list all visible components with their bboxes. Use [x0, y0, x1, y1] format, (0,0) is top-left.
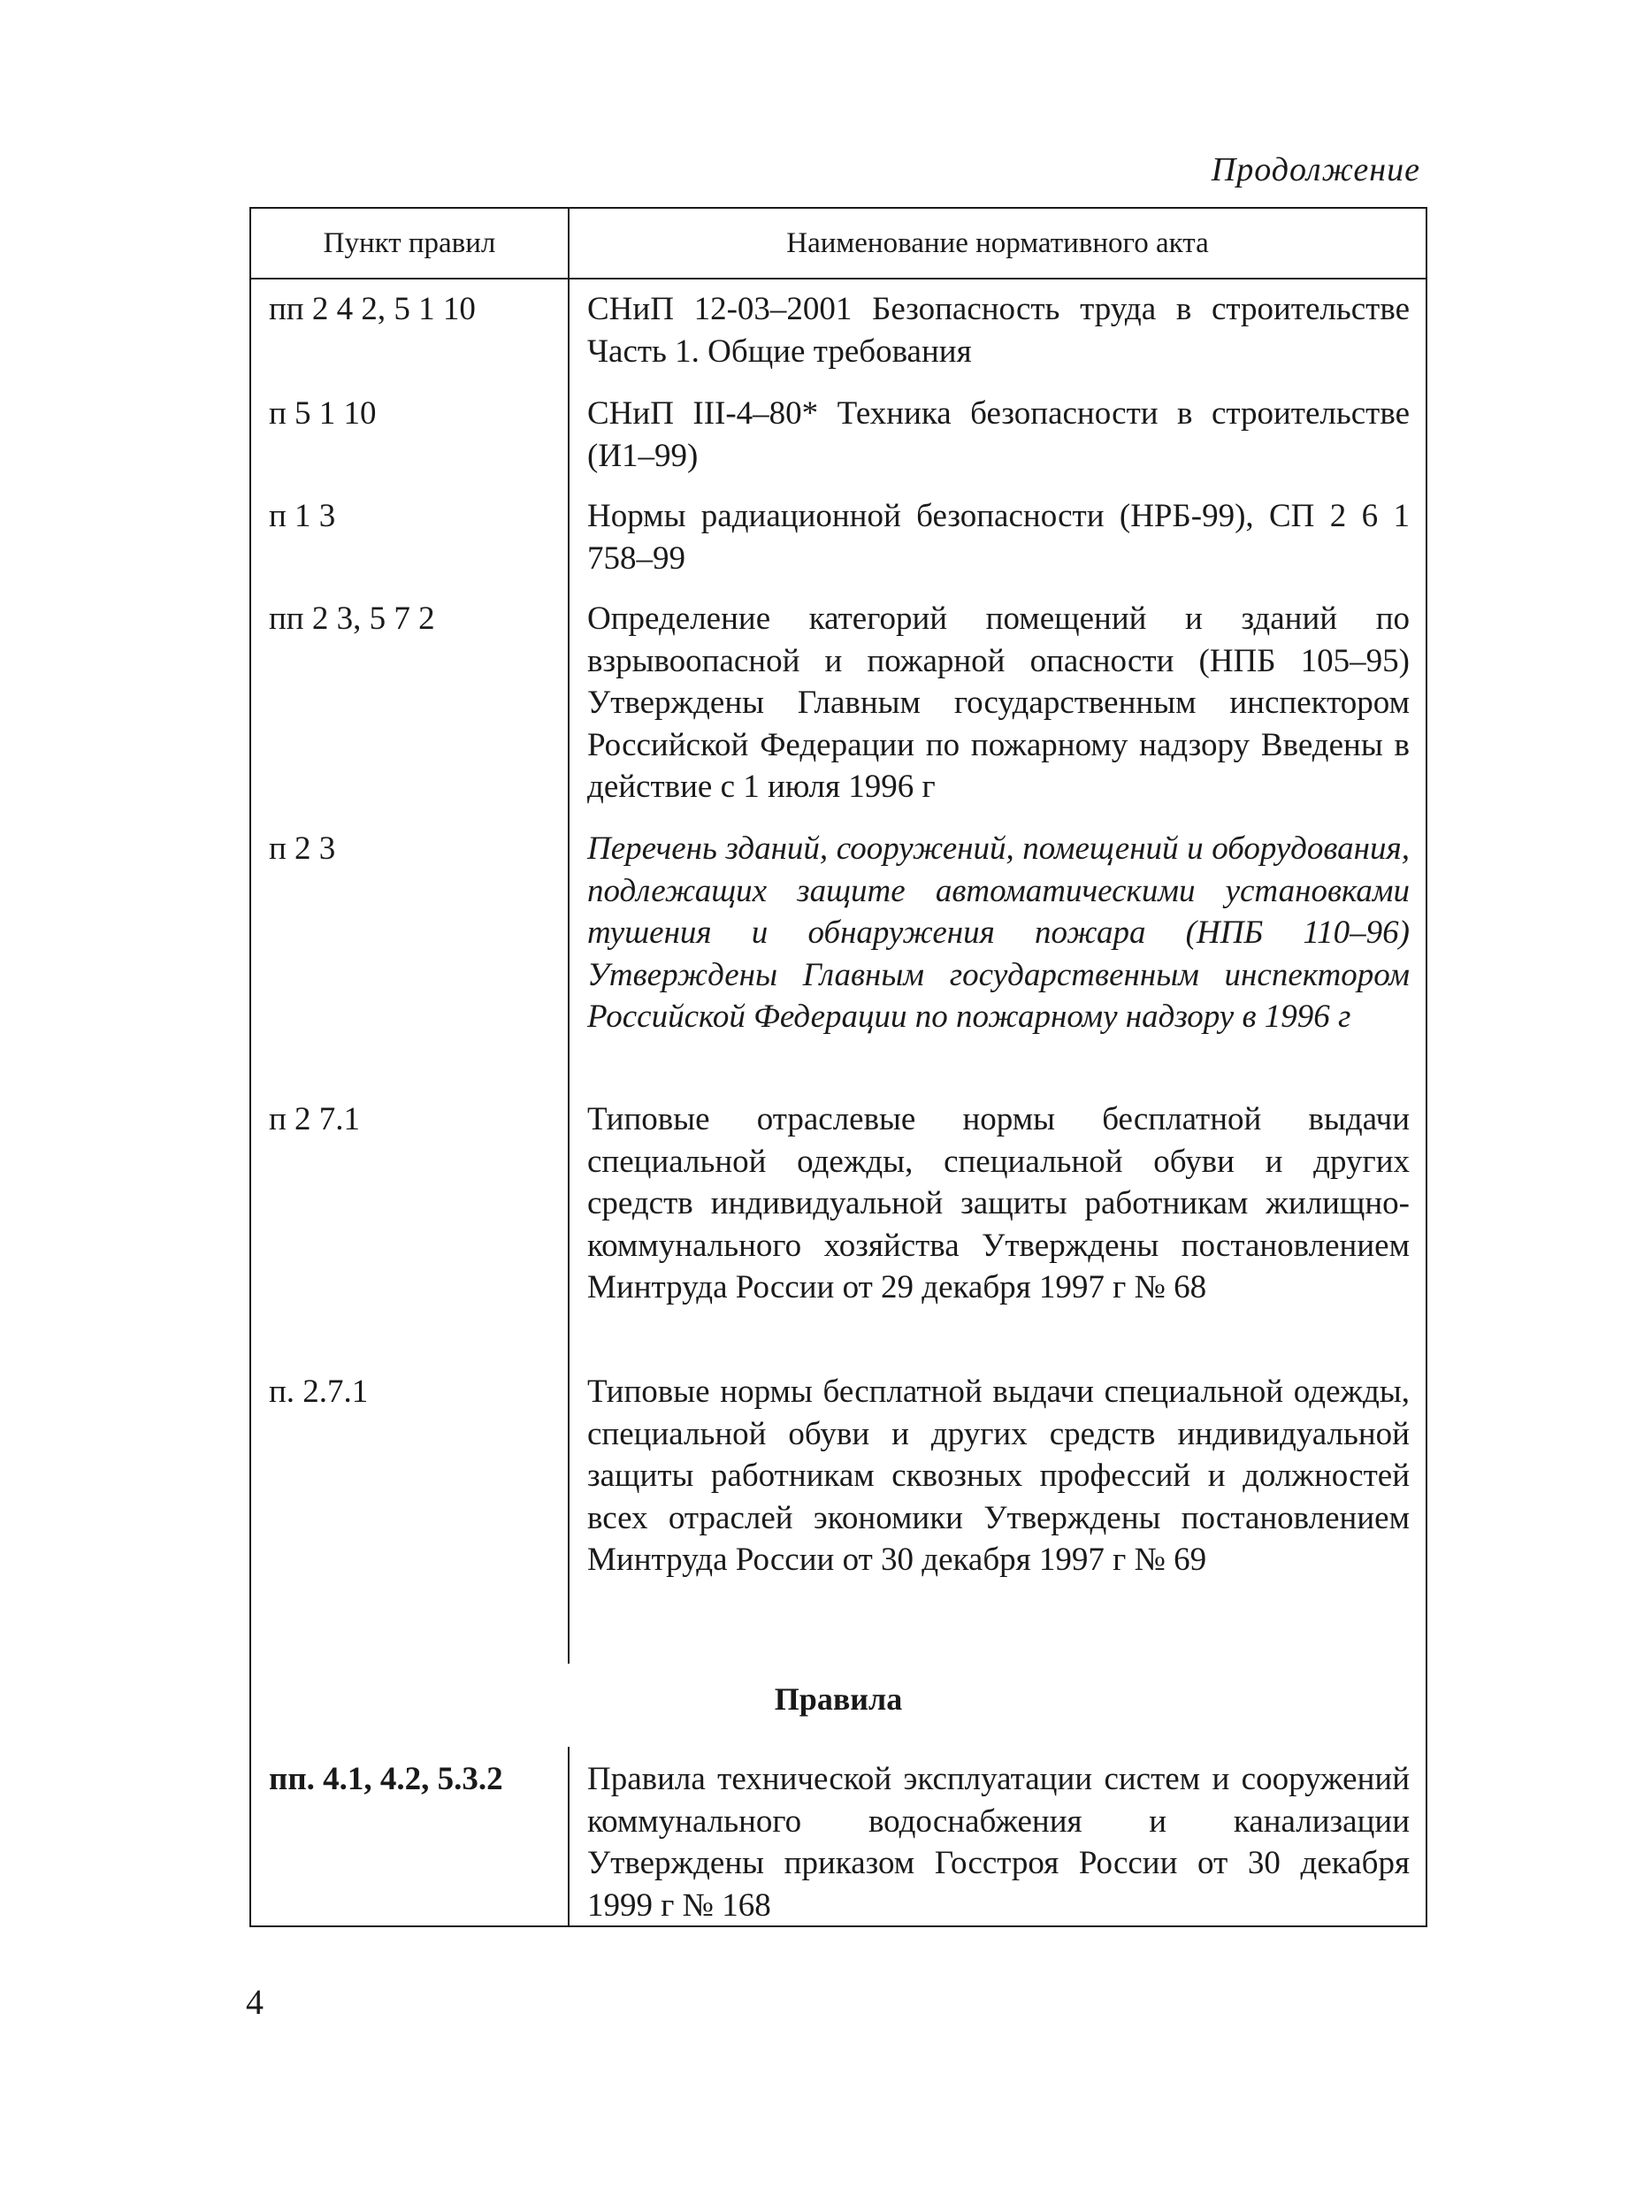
regulations-table: [249, 207, 1427, 1927]
section-title: Правила: [774, 1681, 903, 1717]
row-clause: п 5 1 10: [269, 395, 377, 432]
page-number: 4: [246, 1982, 264, 2022]
row-clause: пп 2 4 2, 5 1 10: [269, 291, 476, 327]
row-act: Правила технической эксплуатации систем и сооружений коммунального водоснабжения и канализации Утверждены приказом Госстроя России от 30 декабря 1999 г № 168: [587, 1761, 1410, 1924]
row-clause: п 2 3: [269, 830, 336, 867]
column-divider: [568, 1747, 570, 1927]
header-clause: Пункт правил: [323, 227, 496, 259]
row-act: Нормы радиационной безопасности (НРБ-99), СП 2 6 1 758–99: [587, 498, 1410, 577]
header-separator: [251, 278, 1426, 279]
row-act: Перечень зданий, сооружений, помещений и оборудования, подлежащих защите автоматическими установками тушения и обнаружения пожара (НПБ 110–96) Утверждены Главным государственным инспектором Российской Федерации по пожарному надзору в 1996 г: [587, 830, 1410, 1035]
row-act: СНиП 12-03–2001 Безопасность труда в строительстве Часть 1. Общие требования: [587, 291, 1410, 370]
row-act: Определение категорий помещений и зданий по взрывоопасной и пожарной опасности (НПБ 105–95) Утверждены Главным государственным инспектором Российской Федерации по пожарному надзору Введены в действие с 1 июля 1996 г: [587, 601, 1410, 805]
row-clause: п 2 7.1: [269, 1101, 361, 1137]
row-clause: п 1 3: [269, 498, 336, 534]
continuation-label: Продолжение: [1211, 151, 1420, 188]
row-act: Типовые отраслевые нормы бесплатной выдачи специальной одежды, специальной обуви и других средств индивидуальной защиты работникам жилищно-коммунального хозяйства Утверждены постановлением Минтруда России от 29 декабря 1997 г № 68: [587, 1101, 1410, 1305]
row-act: Типовые нормы бесплатной выдачи специальной одежды, специальной обуви и других средств индивидуальной защиты работникам сквозных профессий и должностей всех отраслей экономики Утверждены постановлением Минтруда России от 30 декабря 1997 г № 69: [587, 1374, 1410, 1578]
row-clause: пп. 4.1, 4.2, 5.3.2: [269, 1761, 503, 1797]
row-clause: п. 2.7.1: [269, 1374, 369, 1410]
row-clause: пп 2 3, 5 7 2: [269, 601, 435, 637]
row-act: СНиП III-4–80* Техника безопасности в строительстве (И1–99): [587, 395, 1410, 474]
header-act: Наименование нормативного акта: [786, 227, 1209, 259]
column-divider: [568, 209, 570, 1664]
